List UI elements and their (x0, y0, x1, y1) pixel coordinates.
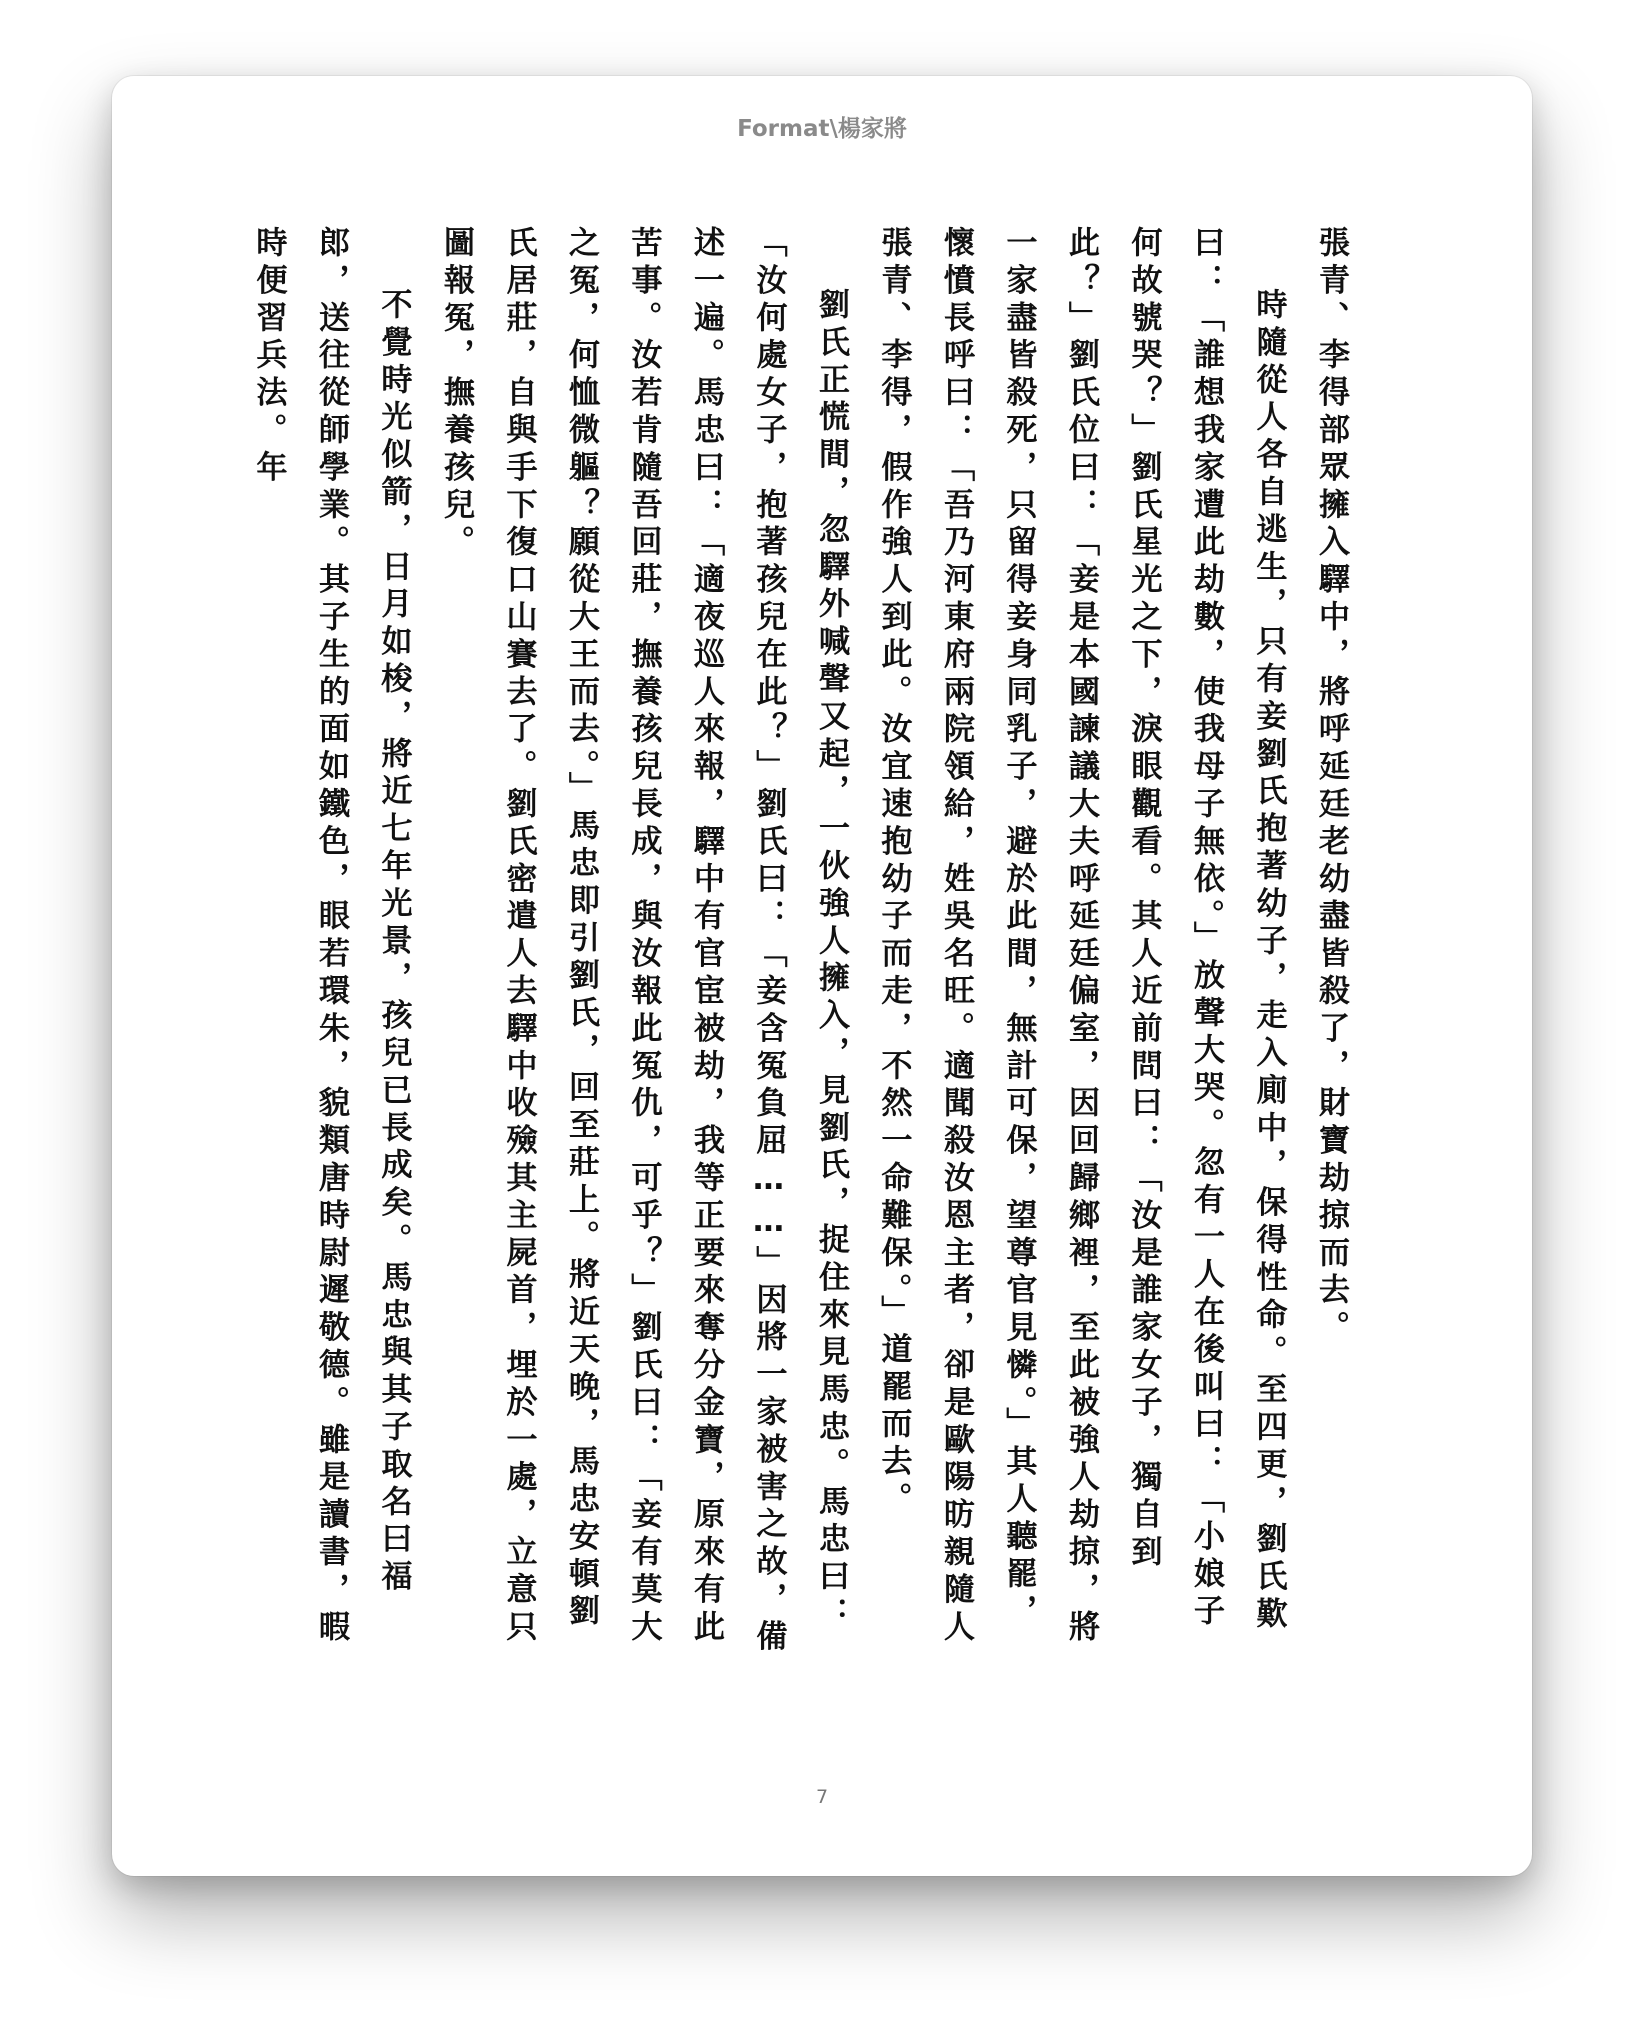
page-number: 7 (815, 1786, 829, 1808)
paragraph-3: 劉氏正慌間，忽驛外喊聲又起，一伙強人擁入，見劉氏，捉住來見馬忠。馬忠曰：「汝何處女子，抱著孩兒在此？」劉氏曰：「妾含冤負屈……」因將一家被害之故，備述一遍。馬忠曰：「適夜巡人來報，驛中有官宦被劫，我等正要來奪分金寶，原來有此苦事。汝若肯隨吾回莊，撫養孩兒長成，與汝報此冤仇，可乎？」劉氏曰：「妾有莫大之冤，何恤微軀？願從大王而去。」馬忠即引劉氏，回至莊上。將近天晚，馬忠安頓劉氏居莊，自與手下復口山賽去了。劉氏密遣人去驛中收殮其主屍首，埋於一處，立意只圖報冤，撫養孩兒。 (438, 226, 849, 1657)
document-page (112, 76, 1532, 1876)
vertical-text-body (250, 226, 1362, 1666)
paragraph-1: 張青、李得部眾擁入驛中，將呼延廷老幼盡皆殺了，財寶劫掠而去。 (1313, 226, 1349, 1348)
paragraph-2: 時隨從人各自逃生，只有妾劉氏抱著幼子，走入廁中，保得性命。至四更，劉氏歎曰：「誰想我家遭此劫數，使我母子無依。」放聲大哭。忽有一人在後叫曰：「小娘子何故號哭？」劉氏星光之下，淚眼觀看。其人近前問曰：「汝是誰家女子，獨自到此？」劉氏位曰：「妾是本國諫議大夫呼延廷偏室，因回歸鄉裡，至此被強人劫掠，將一家盡皆殺死，只留得妾身同乳子，避於此間，無計可保，望尊官見憐。」其人聽罷，懷憤長呼曰：「吾乃河東府兩院領給，姓吳名旺。適聞殺汝恩主者，卻是歐陽昉親隨人張青、李得，假作強人到此。汝宜速抱幼子而走，不然一命難保。」道罷而去。 (875, 226, 1287, 1648)
paragraph-4: 不覺時光似箭，日月如梭，將近七年光景，孩兒已長成矣。馬忠與其子取名曰福郎，送往從師學業。其子生的面如鐵色，眼若環朱，貌類唐時尉遲敬德。雖是讀書，暇時便習兵法。年 (250, 226, 412, 1648)
document-title: Format\楊家將 (737, 116, 907, 142)
